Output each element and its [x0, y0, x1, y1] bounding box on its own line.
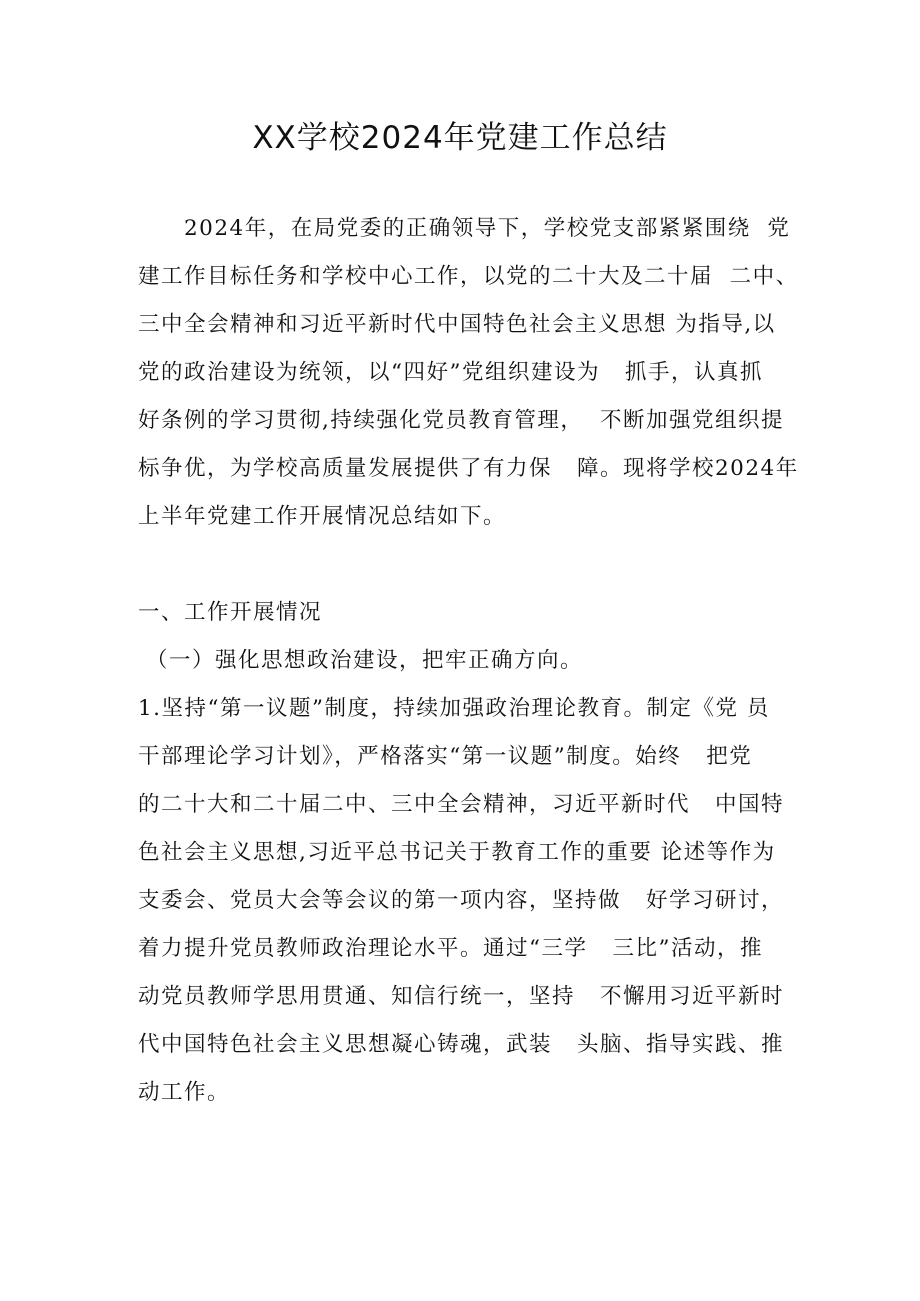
- intro-line-7: 上半年党建工作开展情况总结如下。: [138, 504, 507, 529]
- item-1-line-6: 着力提升党员教师政治理论水平。通过“三学 三比”活动，推: [138, 936, 763, 961]
- section-heading: 一、工作开展情况: [138, 600, 323, 625]
- item-1-line-8: 代中国特色社会主义思想凝心铸魂，武装 头脑、指导实践、推: [138, 1032, 785, 1057]
- intro-line-6: 标争优，为学校高质量发展提供了有力保 障。现将学校2024年: [138, 456, 799, 481]
- item-1-line-4: 色社会主义思想,习近平总书记关于教育工作的重要 论述等作为: [138, 840, 776, 865]
- item-1-line-9: 动工作。: [138, 1080, 231, 1105]
- item-1-line-2: 干部理论学习计划》，严格落实“第一议题”制度。始终 把党: [138, 744, 753, 769]
- intro-line-4: 党的政治建设为统领，以“四好”党组织建设为 抓手，认真抓: [138, 360, 763, 385]
- intro-line-5: 好条例的学习贯彻,持续强化党员教育管理， 不断加强党组织提: [138, 408, 785, 433]
- intro-line-1: 2024年，在局党委的正确领导下，学校党支部紧紧围绕 党: [184, 216, 791, 241]
- item-1-line-3: 的二十大和二十届二中、三中全会精神，习近平新时代 中国特: [138, 792, 785, 817]
- subsection-heading: （一）强化思想政治建设，把牢正确方向。: [146, 648, 584, 673]
- intro-line-3: 三中全会精神和习近平新时代中国特色社会主义思想 为指导,以: [138, 312, 776, 337]
- item-1-line-7: 动党员教师学思用贯通、知信行统一，坚持 不懈用习近平新时: [138, 984, 785, 1009]
- intro-line-2: 建工作目标任务和学校中心工作，以党的二十大及二十届 二中、: [138, 264, 799, 289]
- document-title: XX学校2024年党建工作总结: [252, 120, 668, 156]
- item-1-line-5: 支委会、党员大会等会议的第一项内容，坚持做 好学习研讨，: [138, 888, 785, 913]
- item-1-line-1: 1.坚持“第一议题”制度，持续加强政治理论教育。制定《党 员: [138, 696, 770, 721]
